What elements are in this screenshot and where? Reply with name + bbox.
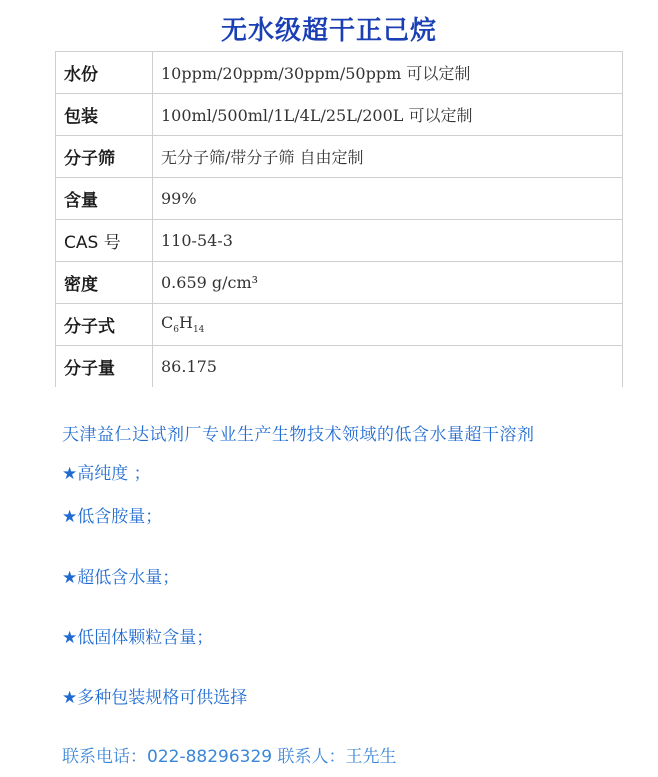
formula-carbon: C — [161, 313, 174, 333]
spec-table — [55, 51, 623, 387]
company-intro: 天津益仁达试剂厂专业生产生物技术领域的低含水量超干溶剂 — [62, 425, 535, 445]
table-row — [56, 304, 623, 346]
spec-key: 分子量 — [56, 346, 153, 388]
table-row — [56, 136, 623, 178]
spec-value: 无分子筛/带分子筛 自由定制 — [153, 136, 623, 178]
spec-key: 含量 — [56, 178, 153, 220]
formula-hydrogen: H — [178, 313, 193, 333]
table-row — [56, 178, 623, 220]
star-icon: ★ — [62, 464, 78, 484]
spec-key: 分子筛 — [56, 136, 153, 178]
star-icon: ★ — [62, 568, 78, 588]
page-title: 无水级超干正己烷 — [220, 16, 437, 46]
spec-key: CAS 号 — [56, 220, 153, 262]
spec-value: 0.659 g/cm³ — [153, 262, 623, 304]
feature-label: 低含胺量； — [77, 507, 163, 527]
spec-value: 10ppm/20ppm/30ppm/50ppm 可以定制 — [153, 52, 623, 94]
spec-value: 100ml/500ml/1L/4L/25L/200L 可以定制 — [153, 94, 623, 136]
star-icon: ★ — [62, 507, 78, 527]
table-row — [56, 262, 623, 304]
feature-label: 多种包装规格可供选择 — [77, 688, 248, 708]
table-row — [56, 94, 623, 136]
feature-item — [62, 459, 151, 484]
spec-key: 密度 — [56, 262, 153, 304]
spec-key: 分子式 — [56, 304, 153, 346]
feature-label: 低固体颗粒含量； — [77, 628, 214, 648]
spec-key: 水份 — [56, 52, 153, 94]
table-row — [56, 346, 623, 388]
feature-item — [62, 623, 213, 648]
spec-value: 86.175 — [153, 346, 623, 388]
feature-label: 超低含水量； — [77, 568, 180, 588]
feature-item — [62, 683, 247, 708]
feature-item — [62, 563, 179, 588]
table-row — [56, 220, 623, 262]
spec-key: 包装 — [56, 94, 153, 136]
spec-value: 99% — [153, 178, 623, 220]
spec-value-formula — [153, 304, 623, 346]
contact-info: 联系电话：022-88296329 联系人：王先生 — [62, 747, 397, 767]
spec-value: 110-54-3 — [153, 220, 623, 262]
star-icon: ★ — [62, 628, 78, 648]
feature-label: 高纯度 ； — [77, 464, 151, 484]
table-row — [56, 52, 623, 94]
star-icon: ★ — [62, 688, 78, 708]
formula-carbon-count: 6 — [173, 325, 179, 336]
formula-hydrogen-count: 14 — [192, 325, 205, 336]
feature-item — [62, 502, 162, 527]
